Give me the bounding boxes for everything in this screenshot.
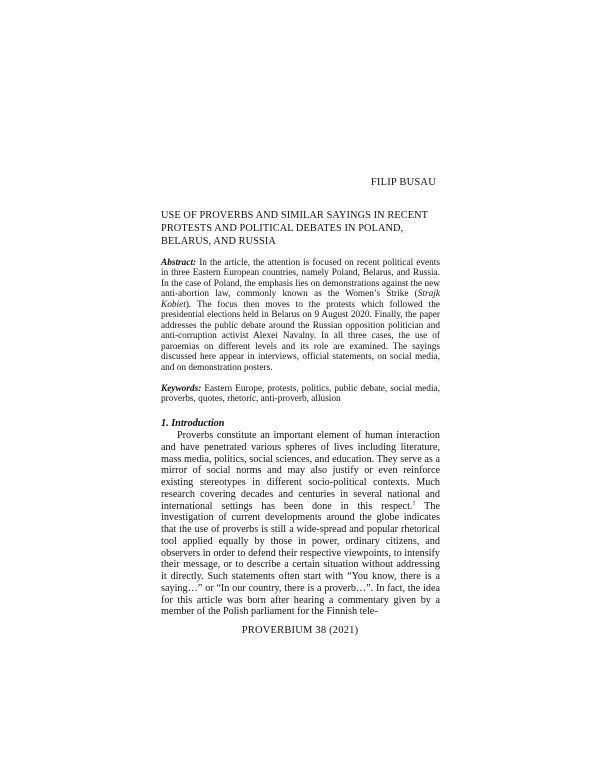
keywords-paragraph (161, 384, 440, 405)
abstract-label: Abstract: (161, 258, 197, 268)
abstract-text-part2: ). The focus then moves to the protests which followed the presidential elections held in Belarus on 9 August 2020. Finally, the paper addresses the public debate around the Russian opposition politician and anti-corruption activist Alexei Navalny. In all three cases, the use of paroemias on different levels and its role are examined. The sayings discussed here appear in interviews, official statements, on social media, and on demonstration posters. (161, 299, 440, 373)
running-header-author: FILIP BUSAU (370, 177, 436, 188)
keywords-text: Eastern Europe, protests, politics, public debate, social media, proverbs, quotes, rhetoric, anti-proverb, allusion (161, 384, 440, 405)
section-heading-introduction: 1. Introduction (161, 418, 225, 429)
abstract-paragraph (161, 258, 440, 373)
keywords-label: Keywords: (161, 384, 202, 394)
footnote-marker[interactable]: 1 (412, 500, 416, 507)
abstract-italic-term: Strajk Kobiet (161, 289, 440, 310)
intro-text-part2: The investigation of current developments around the globe indicates that the use of proverbs is still a wide-spread and popular rhetorical tool applied equally by those in power, ordinary citizens, and observers in order to defend their respective viewpoints, to intensify their message, or to describe a certain situation without addressing it directly. Such statements often start with “You know, there is a saying…” or “In our country, there is a proverb…”. In fact, the idea for this article was born after hearing a commentary given by a member of the Polish parliament for the Finnish tele- (161, 500, 441, 618)
abstract-text-part1: In the article, the attention is focused on recent political events in three Eastern European countries, namely Poland, Belarus, and Russia. In the case of Poland, the emphasis lies on demonstrations against the new anti-abortion law, commonly known as the Women’s Strike ( (161, 258, 440, 300)
article-title: USE OF PROVERBS AND SIMILAR SAYINGS IN RECENT PROTESTS AND POLITICAL DEBATES IN POLAND, BELARUS, AND RUSSIA (161, 210, 428, 248)
intro-text-part1: Proverbs constitute an important element of human interaction and have penetrated various spheres of lives including literature, mass media, politics, social sciences, and education. They serve as a mirror of social norms and may also justify or even reinforce existing stereotypes in different socio-political contexts. Much research covering decades and centuries in several national and international settings has been done in this respect. (161, 430, 440, 512)
introduction-paragraph (161, 430, 440, 618)
journal-footer: PROVERBIUM 38 (2021) (241, 625, 359, 636)
introduction-body (161, 430, 440, 618)
